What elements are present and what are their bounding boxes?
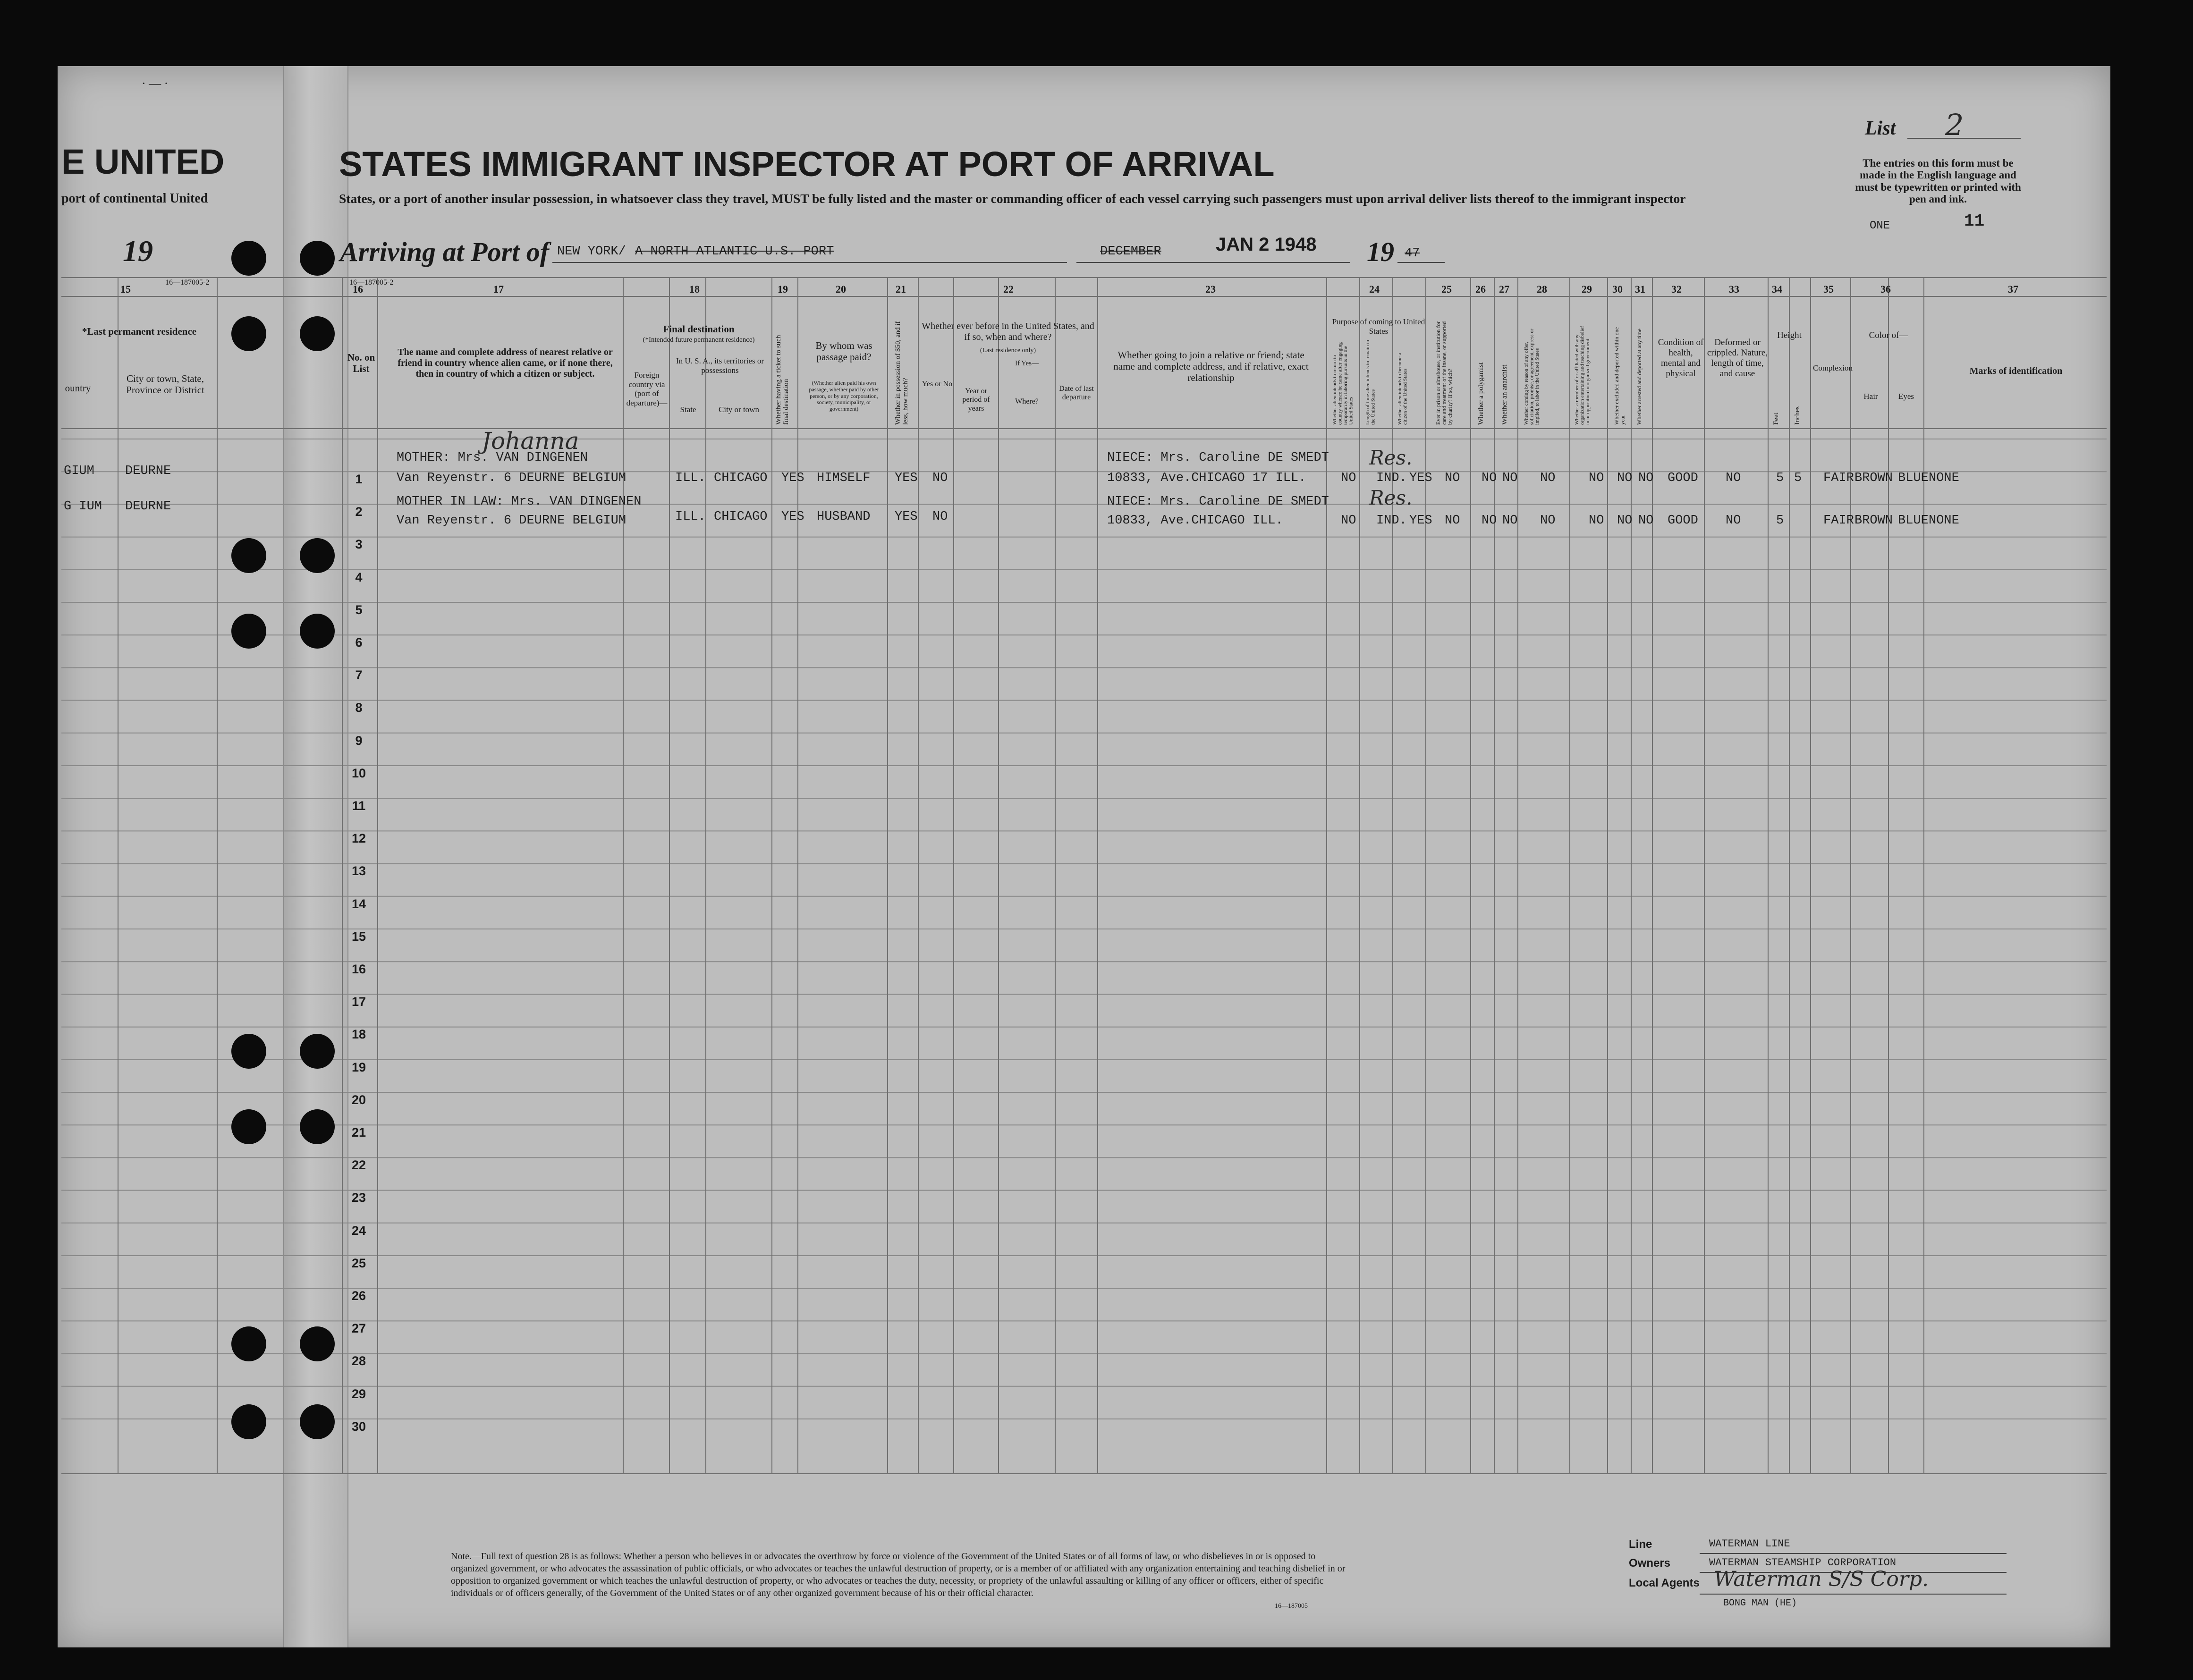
sheet-number: 11: [1964, 211, 1985, 231]
prison: NO: [1445, 471, 1460, 485]
year-prefix: 19: [1367, 236, 1394, 267]
deformed: NO: [1726, 514, 1741, 528]
row-number: 19: [351, 1060, 366, 1074]
row-number: 30: [351, 1419, 366, 1434]
column-number: 23: [1205, 283, 1216, 295]
length: IND.: [1376, 471, 1407, 485]
column-number: 37: [2008, 283, 2018, 295]
col22-header: Whether ever before in the United States, and if so, when and where?: [922, 321, 1094, 342]
where-header: Where?: [1015, 397, 1039, 405]
column-number: 29: [1582, 283, 1592, 295]
punch-hole: [300, 1404, 335, 1439]
column-number: 30: [1612, 283, 1623, 295]
column-number: 25: [1441, 283, 1452, 295]
color-of-header: Color of—: [1869, 330, 1908, 340]
money: YES: [895, 510, 918, 524]
marks: NONE: [1929, 514, 1959, 528]
organization: NO: [1589, 471, 1604, 485]
column-number: 33: [1729, 283, 1739, 295]
row-number: 6: [355, 635, 363, 650]
in-usa-header: In U. S. A., its territories or possessions: [676, 356, 764, 375]
owners-value: WATERMAN STEAMSHIP CORPORATION: [1709, 1557, 1897, 1569]
left-date-19: 19: [123, 234, 153, 268]
join-line1: NIECE: Mrs. Caroline DE SMEDT: [1107, 451, 1329, 465]
money: YES: [895, 471, 918, 485]
citizen: YES: [1409, 471, 1432, 485]
row-number: 17: [351, 995, 366, 1009]
column-number: 36: [1880, 283, 1891, 295]
row-number: 1: [355, 472, 363, 486]
polygamist: NO: [1482, 471, 1497, 485]
join-line2: 10833, Ave.CHICAGO 17 ILL.: [1107, 471, 1306, 485]
deformed: NO: [1726, 471, 1741, 485]
instruction-line: The entries on this form must be: [1863, 157, 2014, 169]
row-number: 10: [351, 766, 366, 780]
city-town-header: City or town: [719, 405, 759, 414]
line-underline: [1700, 1553, 2007, 1554]
punch-hole: [300, 1109, 335, 1144]
column-number: 26: [1475, 283, 1486, 295]
col26-header: Whether a polygamist: [1477, 362, 1485, 425]
relative-line2: Van Reyenstr. 6 DEURNE BELGIUM: [397, 514, 627, 528]
before-in-us: NO: [932, 471, 948, 485]
column-number: 20: [836, 283, 846, 295]
ticket: YES: [781, 471, 804, 485]
row-number: 7: [355, 668, 363, 683]
polygamist: NO: [1482, 514, 1497, 528]
excluded: NO: [1617, 514, 1633, 528]
list-underline: [1907, 138, 2021, 139]
punch-hole: [231, 1109, 266, 1144]
row-number: 21: [351, 1125, 366, 1140]
agents-label: Local Agents: [1629, 1577, 1700, 1589]
punch-hole: [231, 1034, 266, 1069]
row-number: 18: [351, 1027, 366, 1042]
row-number: 8: [355, 701, 363, 715]
form-code-left: 16—187005-2: [165, 279, 210, 287]
marks-header: Marks of identification: [1969, 366, 2063, 376]
deported: NO: [1638, 471, 1654, 485]
column-number: 35: [1823, 283, 1834, 295]
punch-hole: [231, 614, 266, 649]
height-inches: 5: [1794, 471, 1802, 485]
row-number: 14: [351, 896, 366, 911]
marks: NONE: [1929, 471, 1959, 485]
sheet-word: ONE: [1870, 219, 1890, 232]
instruction-line: pen and ink.: [1909, 193, 1967, 205]
instruction-line: must be typewritten or printed with: [1855, 181, 2021, 193]
column-number: 22: [1003, 283, 1014, 295]
col24b-header: Length of time alien intends to remain in the United States: [1365, 340, 1376, 425]
punch-hole: [231, 538, 266, 573]
dest-state: ILL.: [675, 510, 706, 524]
column-number: 18: [689, 283, 700, 295]
col17-header: The name and complete address of nearest relative or friend in country whence alien came, or if none there, then in country of which a citizen or subject.: [398, 347, 613, 379]
col19-header: Whether having a ticket to such final destination: [775, 335, 790, 425]
anarchist: NO: [1502, 514, 1518, 528]
punch-hole: [300, 614, 335, 649]
length: IND.: [1376, 514, 1407, 528]
anarchist: NO: [1502, 471, 1518, 485]
final-destination-note: (*Intended future permanent residence): [643, 336, 755, 344]
return: NO: [1341, 471, 1356, 485]
agents-typed: BONG MAN (HE): [1723, 1598, 1797, 1609]
row-number: 12: [351, 831, 366, 846]
row-number: 29: [351, 1386, 366, 1401]
row-number: 24: [351, 1223, 366, 1238]
list-label: List: [1865, 118, 1896, 139]
paid-by: HUSBAND: [817, 510, 871, 524]
year-underline: [1397, 262, 1445, 263]
before-in-us: NO: [932, 510, 948, 524]
row-number: 13: [351, 864, 366, 878]
col24-header: Purpose of coming to United States: [1332, 317, 1425, 336]
state-header: State: [680, 405, 696, 414]
col27-header: Whether an anarchist: [1501, 364, 1508, 425]
complexion: FAIR: [1823, 471, 1854, 485]
row-number: 2: [355, 505, 363, 519]
date-stamp: JAN 2 1948: [1216, 234, 1317, 255]
date-underline: [1076, 262, 1350, 263]
deported: NO: [1638, 514, 1654, 528]
column-number: 27: [1499, 283, 1509, 295]
inches-header: Inches: [1794, 406, 1801, 425]
complexion: FAIR: [1823, 514, 1854, 528]
height-header: Height: [1777, 330, 1802, 340]
punch-hole: [231, 241, 266, 276]
organization: NO: [1589, 514, 1604, 528]
port-struck: A NORTH ATLANTIC U.S. PORT: [635, 245, 834, 259]
column-number: 21: [896, 283, 906, 295]
row-number: 28: [351, 1354, 366, 1368]
col21-header: Whether in possession of $50, and if less, how much?: [894, 321, 909, 425]
col25-header: Ever in prison or almshouse, or institution for care and treatment of the insane, or supported by charity? If so, which?: [1435, 321, 1454, 425]
join-line2: 10833, Ave.CHICAGO ILL.: [1107, 514, 1283, 528]
yes-or-no-header: Yes or No: [922, 380, 953, 388]
hair: BROWN: [1854, 514, 1893, 528]
title-left-fragment: E UNITED: [61, 142, 225, 181]
hair: BROWN: [1854, 471, 1893, 485]
row-number: 5: [355, 602, 363, 617]
row-number: 22: [351, 1158, 366, 1173]
instructions-box: [1827, 157, 2049, 205]
eyes: BLUE: [1898, 471, 1929, 485]
health: GOOD: [1668, 471, 1698, 485]
citizen: YES: [1409, 514, 1432, 528]
dest-state: ILL.: [675, 471, 706, 485]
row-number: 23: [351, 1190, 366, 1205]
ticket: YES: [781, 510, 804, 524]
col20-note: (Whether alien paid his own passage, whether paid by other person, or by any corporation, society, municipality, or government): [809, 380, 879, 413]
col20-header: By whom was passage paid?: [815, 340, 872, 363]
health: GOOD: [1668, 514, 1698, 528]
month-struck: DECEMBER: [1100, 245, 1161, 259]
port-underline: [552, 262, 1067, 263]
row-number: 4: [355, 570, 363, 584]
join-line1: NIECE: Mrs. Caroline DE SMEDT: [1107, 495, 1329, 509]
col24a-header: Whether alien intends to return to country whence he came after engaging temporarily in laboring pursuits in the United States: [1332, 342, 1354, 425]
purpose-handwritten: Res.: [1369, 486, 1413, 509]
row-number: 27: [351, 1321, 366, 1336]
punch-hole: [300, 1034, 335, 1069]
excluded: NO: [1617, 471, 1633, 485]
row1-city: DEURNE: [125, 464, 171, 478]
page-title: STATES IMMIGRANT INSPECTOR AT PORT OF ARRIVAL: [339, 144, 1275, 184]
column-number: 17: [493, 283, 504, 295]
row2-country: G IUM: [64, 499, 102, 514]
col33-header: Deformed or crippled. Nature, length of time, and cause: [1707, 338, 1768, 379]
punch-hole: [300, 241, 335, 276]
punch-hole: [231, 1326, 266, 1361]
row-number: 25: [351, 1256, 366, 1270]
col30-header: Whether excluded and deported within one year: [1613, 327, 1626, 425]
punch-hole: [300, 1326, 335, 1361]
final-destination-header: Final destination: [663, 323, 735, 335]
punch-hole: [231, 1404, 266, 1439]
agents-underline: [1700, 1594, 2007, 1595]
list-number: 2: [1945, 108, 1964, 142]
relative-line2: Van Reyenstr. 6 DEURNE BELGIUM: [397, 471, 627, 485]
col28-header: Whether coming by reason of any offer, solicitation, promise, or agreement, express or implied, to labor in the United States: [1524, 329, 1541, 425]
row-number: 20: [351, 1092, 366, 1107]
col23-header: Whether going to join a relative or friend; state name and complete address, and if relative, exact relationship: [1113, 349, 1309, 384]
agents-handwritten: Waterman S/S Corp.: [1714, 1567, 1929, 1591]
height-feet: 5: [1776, 514, 1784, 528]
punch-hole: [300, 316, 335, 351]
column-number: 19: [778, 283, 788, 295]
row-number: 11: [352, 799, 366, 813]
if-yes-header: If Yes—: [1015, 360, 1039, 367]
labor: NO: [1540, 471, 1556, 485]
column-number: 16: [353, 283, 363, 295]
year-struck: 47: [1405, 246, 1420, 261]
page-subtitle: States, or a port of another insular possession, in whatsoever class they travel, MUST be fully listed and the master or commanding officer of each vessel carrying such passengers must upon arrival deliver lists thereof to the immigrant inspector: [339, 191, 1686, 206]
row-number: 26: [351, 1289, 366, 1303]
row2-city: DEURNE: [125, 499, 171, 514]
instruction-line: made in the English language and: [1860, 169, 2016, 181]
relative-line1: MOTHER: Mrs. VAN DINGENEN: [397, 451, 588, 465]
column-number: 15: [120, 283, 131, 295]
purpose-handwritten: Res.: [1369, 446, 1413, 469]
column-number: 31: [1635, 283, 1645, 295]
column-number: 24: [1369, 283, 1380, 295]
column-number: 34: [1772, 283, 1782, 295]
foreign-country-header: Foreign country via (port of departure)—: [626, 371, 668, 407]
city-header: City or town, State, Province or District: [126, 373, 204, 396]
year-period-header: Year or period of years: [962, 387, 990, 413]
row-number: 16: [351, 962, 366, 976]
row-number: 15: [351, 929, 366, 944]
owners-label: Owners: [1629, 1557, 1671, 1570]
country-header: ountry: [65, 382, 91, 394]
form-code-right: 16—187005-2: [349, 279, 394, 287]
col24c-header: Whether alien intends to become a citizen of the United States: [1397, 353, 1408, 425]
no-on-list-header: No. on List: [347, 352, 375, 375]
row-number: 9: [355, 733, 363, 748]
paid-by: HIMSELF: [817, 471, 871, 485]
punch-hole: [300, 538, 335, 573]
height-feet: 5: [1776, 471, 1784, 485]
feet-header: Feet: [1772, 413, 1780, 425]
relative-handwritten: Johanna: [482, 427, 579, 455]
line-label: Line: [1629, 1538, 1652, 1551]
left-subtitle-fragment: port of continental United: [61, 191, 208, 206]
date-last-departure-header: Date of last departure: [1059, 385, 1094, 402]
col22-note: (Last residence only): [980, 347, 1036, 354]
relative-line1: MOTHER IN LAW: Mrs. VAN DINGENEN: [397, 495, 642, 509]
row-number: 3: [355, 537, 363, 552]
row1-country: GIUM: [64, 464, 94, 478]
hair-header: Hair: [1863, 392, 1878, 401]
prison: NO: [1445, 514, 1460, 528]
labor: NO: [1540, 514, 1556, 528]
dest-city: CHICAGO: [714, 471, 768, 485]
return: NO: [1341, 514, 1356, 528]
line-value: WATERMAN LINE: [1709, 1538, 1790, 1550]
footnote-q28: Note.—Full text of question 28 is as follows: Whether a person who believes in or advocates the overthrow by force or violence of the Government of the United States or of all forms of law, or who disbelieves in or is opposed to organized government, or who advocates the assassination of public officials, or who advocates or teaches the unlawful destruction of property, or is a member of or affiliated with any organization entertaining and teaching disbelief in or opposition to organized government or which teaches the unlawful destruction of property, or who advocates or teaches the duty, necessity, or propriety of the unlawful assaulting or killing of any officer or officers, either of specific individuals or of officers generally, of the Government of the United States or of any other organized government because of his or their official character.: [451, 1551, 1346, 1598]
dest-city: CHICAGO: [714, 510, 768, 524]
col31-header: Whether arrested and deported at any time: [1636, 329, 1643, 425]
corner-mark: · — ·: [142, 76, 169, 90]
column-number: 32: [1671, 283, 1682, 295]
footnote-code: 16—187005: [1275, 1603, 1308, 1610]
column-number: 28: [1537, 283, 1547, 295]
port-typed: NEW YORK/: [557, 245, 626, 259]
col29-header: Whether a member of or affiliated with any organization entertaining and teaching disbelief in or opposition to organized government: [1574, 326, 1591, 425]
eyes-header: Eyes: [1898, 392, 1914, 401]
punch-hole: [231, 316, 266, 351]
complexion-header: Complexion: [1813, 363, 1853, 372]
eyes: BLUE: [1898, 514, 1929, 528]
last-residence-header: *Last permanent residence: [82, 326, 197, 337]
col32-header: Condition of health, mental and physical: [1658, 338, 1704, 379]
arriving-label: Arriving at Port of: [340, 236, 550, 267]
